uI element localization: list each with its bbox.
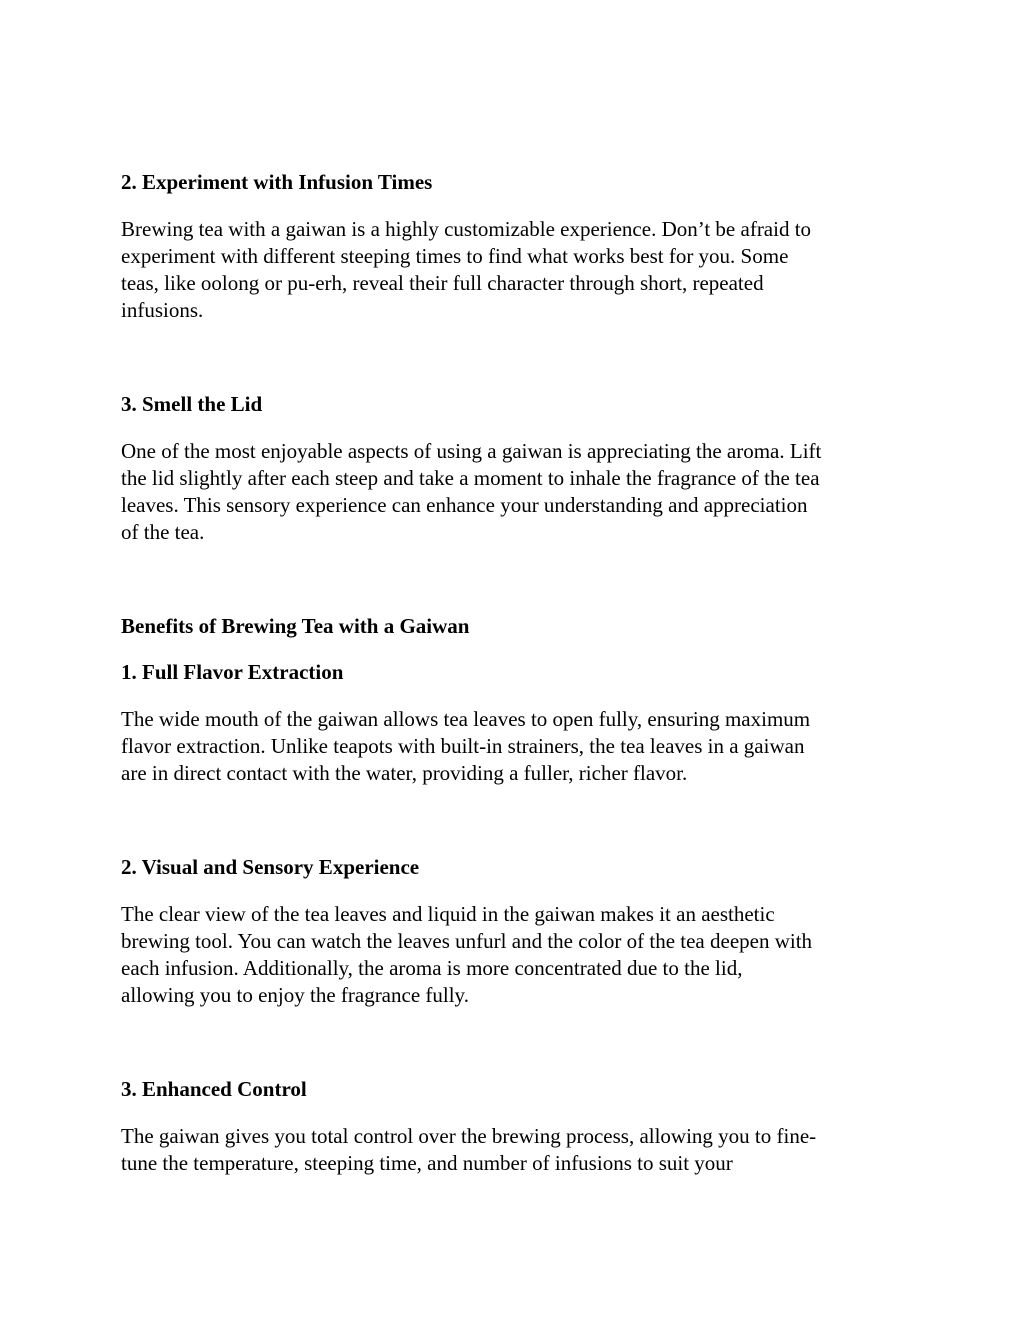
paragraph-line: The gaiwan gives you total control over the brewing process, allowing you to fine-	[121, 1124, 817, 1148]
paragraph-line: flavor extraction. Unlike teapots with built-in strainers, the tea leaves in a gaiwan	[121, 734, 805, 758]
paragraph-line: infusions.	[121, 298, 204, 322]
section-heading-smell-lid: 3. Smell the Lid	[121, 392, 263, 416]
benefit-paragraph-enhanced-control	[121, 1123, 911, 1177]
paragraph-line: brewing tool. You can watch the leaves unfurl and the color of the tea deepen with	[121, 929, 813, 953]
benefits-title: Benefits of Brewing Tea with a Gaiwan	[121, 614, 470, 638]
section-heading-infusion-times: 2. Experiment with Infusion Times	[121, 170, 433, 194]
paragraph-line: Brewing tea with a gaiwan is a highly customizable experience. Don’t be afraid to	[121, 217, 812, 241]
paragraph-line: leaves. This sensory experience can enhance your understanding and appreciation	[121, 493, 808, 517]
benefit-heading-flavor-extraction: 1. Full Flavor Extraction	[121, 660, 344, 684]
section-paragraph-smell-lid	[121, 438, 911, 546]
benefit-heading-visual-sensory: 2. Visual and Sensory Experience	[121, 855, 420, 879]
paragraph-line: The clear view of the tea leaves and liquid in the gaiwan makes it an aesthetic	[121, 902, 775, 926]
paragraph-line: allowing you to enjoy the fragrance fully.	[121, 983, 469, 1007]
paragraph-line: the lid slightly after each steep and take a moment to inhale the fragrance of the tea	[121, 466, 820, 490]
paragraph-line: The wide mouth of the gaiwan allows tea leaves to open fully, ensuring maximum	[121, 707, 811, 731]
paragraph-line: of the tea.	[121, 520, 205, 544]
section-paragraph-infusion-times	[121, 216, 911, 324]
paragraph-line: teas, like oolong or pu-erh, reveal their full character through short, repeated	[121, 271, 764, 295]
benefit-heading-enhanced-control: 3. Enhanced Control	[121, 1077, 307, 1101]
paragraph-line: One of the most enjoyable aspects of using a gaiwan is appreciating the aroma. Lift	[121, 439, 822, 463]
benefit-paragraph-visual-sensory	[121, 901, 911, 1009]
paragraph-line: tune the temperature, steeping time, and number of infusions to suit your	[121, 1151, 733, 1175]
paragraph-line: are in direct contact with the water, providing a fuller, richer flavor.	[121, 761, 688, 785]
paragraph-line: experiment with different steeping times to find what works best for you. Some	[121, 244, 789, 268]
benefit-paragraph-flavor-extraction	[121, 706, 911, 787]
paragraph-line: each infusion. Additionally, the aroma is more concentrated due to the lid,	[121, 956, 743, 980]
